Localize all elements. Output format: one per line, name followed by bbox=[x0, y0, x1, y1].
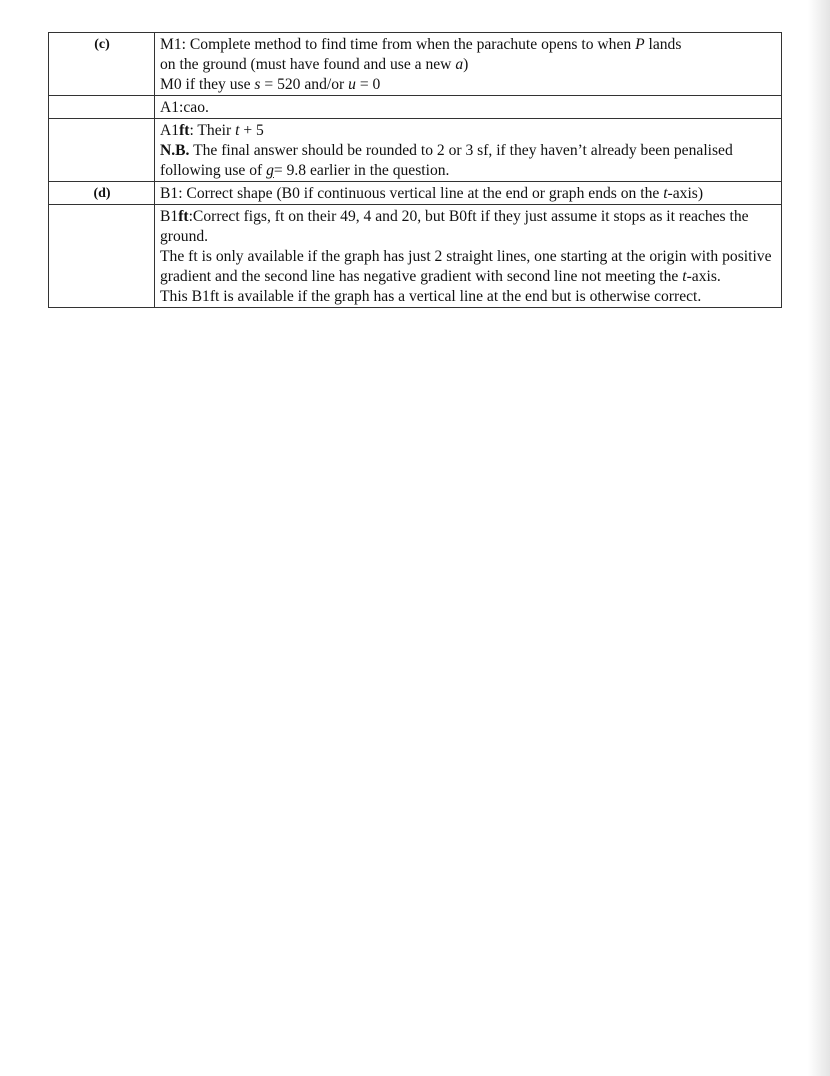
guidance-text: B1: Correct shape (B0 if continuous vertical line at the end or graph ends on the bbox=[160, 185, 664, 202]
guidance-line bbox=[160, 75, 777, 95]
ft-label: ft bbox=[178, 208, 189, 225]
guidance-text: = 9.8 earlier in the question. bbox=[273, 162, 450, 179]
guidance-text: M1: Complete method to find time from when the parachute opens to when bbox=[160, 36, 636, 53]
mark-code: A1 bbox=[160, 122, 180, 139]
guidance-text: M0 if they use bbox=[160, 76, 255, 93]
ft-label: ft bbox=[179, 122, 190, 139]
table-row bbox=[49, 119, 782, 182]
guidance-text: The final answer should be rounded to 2 or 3 sf, if they haven’t already been penalised following use of bbox=[160, 142, 733, 179]
guidance-line bbox=[160, 55, 777, 75]
part-label-empty bbox=[49, 205, 155, 308]
guidance-cell-m1 bbox=[155, 33, 782, 96]
note-paragraph bbox=[160, 207, 777, 247]
guidance-text: lands bbox=[644, 36, 682, 53]
guidance-text: : Their bbox=[189, 122, 236, 139]
table-row bbox=[49, 205, 782, 308]
note-paragraph bbox=[160, 287, 777, 307]
guidance-text: -axis) bbox=[667, 185, 704, 202]
guidance-cell-b1ft bbox=[155, 205, 782, 308]
guidance-cell-a1-cao: A1:cao. bbox=[155, 96, 782, 119]
variable-t: t bbox=[682, 268, 687, 285]
guidance-text: on the ground (must have found and use a new bbox=[160, 56, 456, 73]
variable-s: s bbox=[254, 76, 261, 93]
variable-a: a bbox=[455, 56, 464, 73]
guidance-cell-a1ft bbox=[155, 119, 782, 182]
variable-u: u bbox=[348, 76, 356, 93]
mark-code: B1 bbox=[160, 208, 179, 225]
note-paragraph bbox=[160, 247, 777, 287]
variable-t: t bbox=[663, 185, 668, 202]
guidance-line bbox=[160, 184, 777, 204]
table-row bbox=[49, 96, 782, 119]
guidance-text: ) bbox=[463, 56, 469, 73]
guidance-line bbox=[160, 121, 777, 141]
guidance-text: This B1ft is available if the graph has a vertical line at the end but is otherwise correct. bbox=[160, 288, 702, 305]
guidance-text: -axis. bbox=[686, 268, 721, 285]
part-label-d: (d) bbox=[49, 182, 155, 205]
part-label-empty bbox=[49, 96, 155, 119]
guidance-text: = 520 and/or bbox=[260, 76, 349, 93]
guidance-text: The ft is only available if the graph has just 2 straight lines, one starting at the origin with positive gradient and the second line has negative gradient with second line not meeting the bbox=[160, 248, 772, 285]
variable-t: t bbox=[235, 122, 240, 139]
guidance-line bbox=[160, 35, 777, 55]
nb-label: N.B. bbox=[160, 142, 190, 159]
variable-P: P bbox=[635, 36, 645, 53]
table-row bbox=[49, 33, 782, 96]
guidance-text: :Correct figs, ft on their 49, 4 and 20, but B0ft if they just assume it stops as it reaches the ground. bbox=[160, 208, 749, 245]
part-label-empty bbox=[49, 119, 155, 182]
page-edge-shadow bbox=[808, 0, 830, 1076]
variable-g: g bbox=[266, 162, 274, 179]
mark-scheme-table bbox=[48, 32, 782, 308]
table-row bbox=[49, 182, 782, 205]
note-paragraph bbox=[160, 141, 777, 181]
part-label-c: (c) bbox=[49, 33, 155, 96]
guidance-text: + 5 bbox=[239, 122, 264, 139]
guidance-cell-b1-shape bbox=[155, 182, 782, 205]
guidance-text: = 0 bbox=[355, 76, 381, 93]
